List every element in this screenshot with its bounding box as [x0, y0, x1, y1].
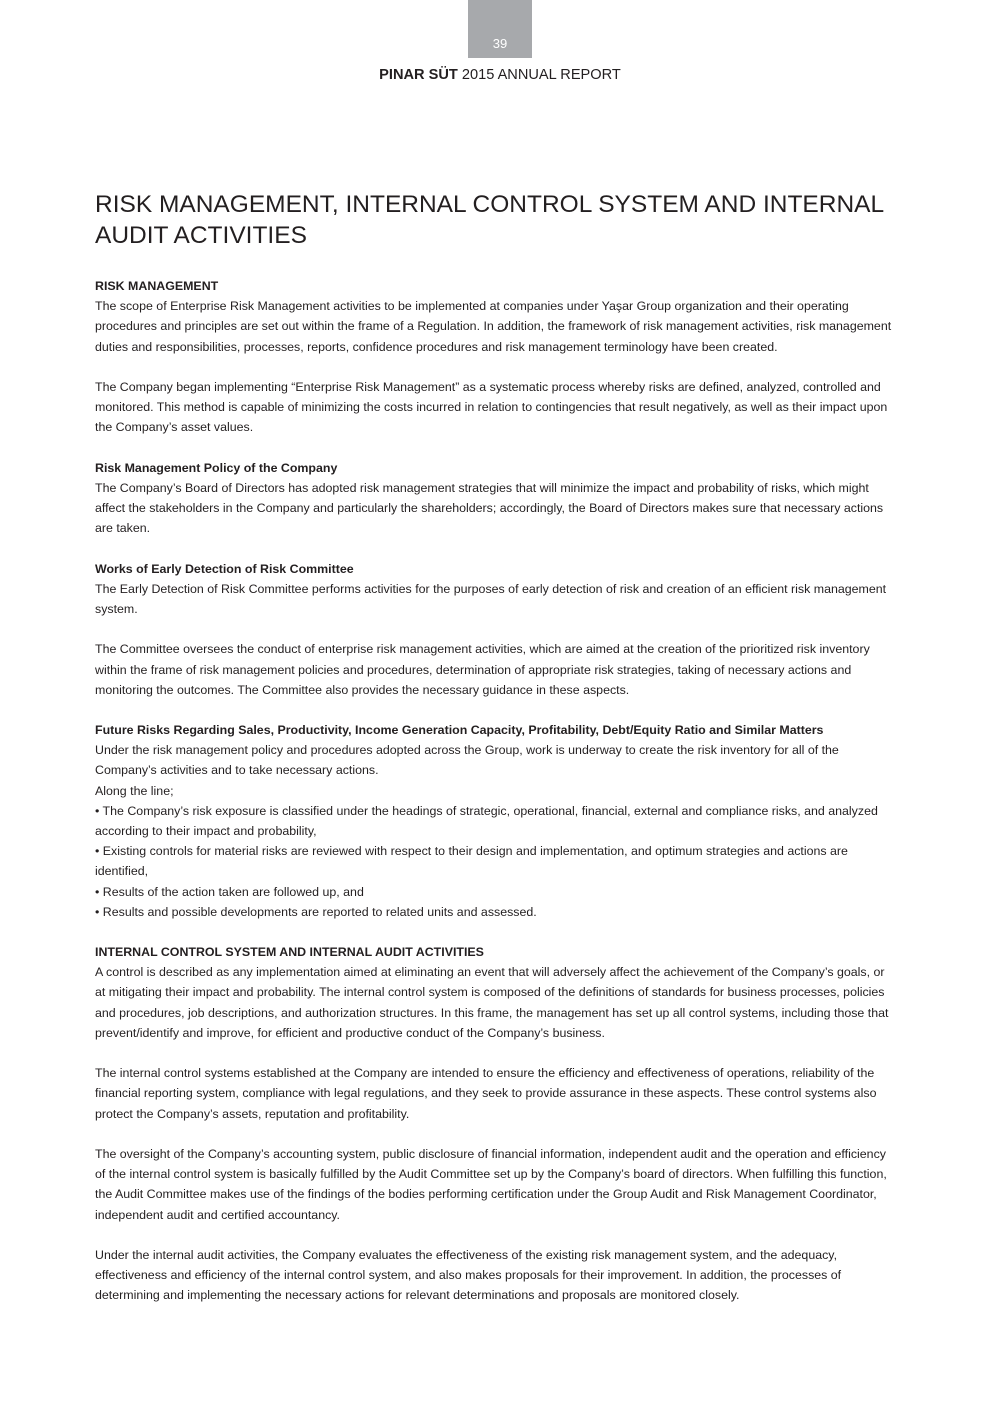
running-header — [0, 66, 1000, 84]
paragraph: The Early Detection of Risk Committee performs activities for the purposes of early detection of risk and creation of an efficient risk management system. — [95, 581, 887, 616]
section-heading: Future Risks Regarding Sales, Productivity, Income Generation Capacity, Profitability, Debt/Equity Ratio and Similar Matters — [95, 723, 824, 738]
paragraph: A control is described as any implementation aimed at eliminating an event that will adversely affect the achievement of the Company’s goals, or at mitigating their impact and probability. The internal control system is composed of the definitions of standards for business processes, policies and procedures, job descriptions, and authorization structures. In this frame, the management has set up all control systems, including those that prevent/identify and improve, for efficient and productive conduct of the Company’s business. — [95, 965, 889, 1040]
bullet-item: • The Company’s risk exposure is classified under the headings of strategic, operational, financial, external and compliance risks, and analyzed according to their impact and probability, — [95, 803, 878, 838]
section-heading: INTERNAL CONTROL SYSTEM AND INTERNAL AUDIT ACTIVITIES — [95, 945, 484, 960]
paragraph: The Company began implementing “Enterprise Risk Management” as a systematic process whereby risks are defined, analyzed, controlled and monitored. This method is capable of minimizing the costs incurred in relation to contingencies that result negatively, as well as their impact upon the Company’s asset values. — [95, 379, 888, 435]
bullet-item: • Results of the action taken are followed up, and — [95, 884, 364, 899]
section-early-detection-committee — [95, 559, 905, 700]
paragraph: The oversight of the Company’s accounting system, public disclosure of financial information, independent audit and the operation and efficiency of the internal control system is basically fulfilled by the Audit Committee set up by the Company’s board of directors. When fulfilling this function, the Audit Committee makes use of the findings of the bodies performing certification under the Group Audit and Risk Management Coordinator, independent audit and certified accountancy. — [95, 1146, 887, 1222]
paragraph: The scope of Enterprise Risk Management activities to be implemented at companies under Yaşar Group organization and their operating procedures and principles are set out within the frame of a Regulation. In addition, the framework of risk management activities, risk management duties and responsibilities, processes, reports, confidence procedures and risk management terminology have been created. — [95, 299, 892, 354]
paragraph: The internal control systems established at the Company are intended to ensure the efficiency and effectiveness of operations, reliability of the financial reporting system, compliance with legal regulations, and they seek to provide assurance in these aspects. These control systems also protect the Company’s assets, reputation and profitability. — [95, 1066, 877, 1121]
page-number-tab — [468, 0, 532, 58]
section-risk-management-policy — [95, 458, 905, 539]
running-header-brand: PINAR SÜT — [379, 67, 458, 83]
paragraph: Under the internal audit activities, the Company evaluates the effectiveness of the existing risk management system, and the adequacy, effectiveness and efficiency of the internal control system, and also makes proposals for their improvement. In addition, the processes of determining and implementing the necessary actions for relevant determinations and proposals are monitored closely. — [95, 1247, 842, 1303]
section-internal-control-audit — [95, 942, 905, 1305]
section-future-risks — [95, 720, 905, 922]
paragraph: Under the risk management policy and procedures adopted across the Group, work is underway to create the risk inventory for all of the Company’s activities and to take necessary actions. — [95, 743, 839, 778]
bullet-item: • Results and possible developments are reported to related units and assessed. — [95, 904, 537, 919]
bullet-list — [95, 801, 905, 922]
running-header-report-title: 2015 ANNUAL REPORT — [461, 67, 621, 83]
section-heading: Risk Management Policy of the Company — [95, 460, 338, 475]
list-intro: Along the line; — [95, 783, 174, 798]
page-title: RISK MANAGEMENT, INTERNAL CONTROL SYSTEM AND INTERNAL AUDIT ACTIVITIES — [95, 191, 884, 249]
section-heading: Works of Early Detection of Risk Committee — [95, 561, 354, 576]
body-content — [95, 276, 905, 1305]
page-number: 39 — [492, 36, 508, 51]
section-risk-management — [95, 276, 905, 437]
paragraph: The Company’s Board of Directors has adopted risk management strategies that will minimize the impact and probability of risks, which might affect the stakeholders in the Company and particularly the shareholders; accordingly, the Board of Directors makes sure that necessary actions are taken. — [95, 480, 884, 536]
bullet-item: • Existing controls for material risks are reviewed with respect to their design and implementation, and optimum strategies and actions are identified, — [95, 844, 848, 879]
section-heading: RISK MANAGEMENT — [95, 279, 219, 293]
paragraph: The Committee oversees the conduct of enterprise risk management activities, which are aimed at the creation of the prioritized risk inventory within the frame of risk management policies and procedures, determination of appropriate risk strategies, taking of necessary actions and monitoring the outcomes. The Committee also provides the necessary guidance in these aspects. — [95, 642, 870, 697]
